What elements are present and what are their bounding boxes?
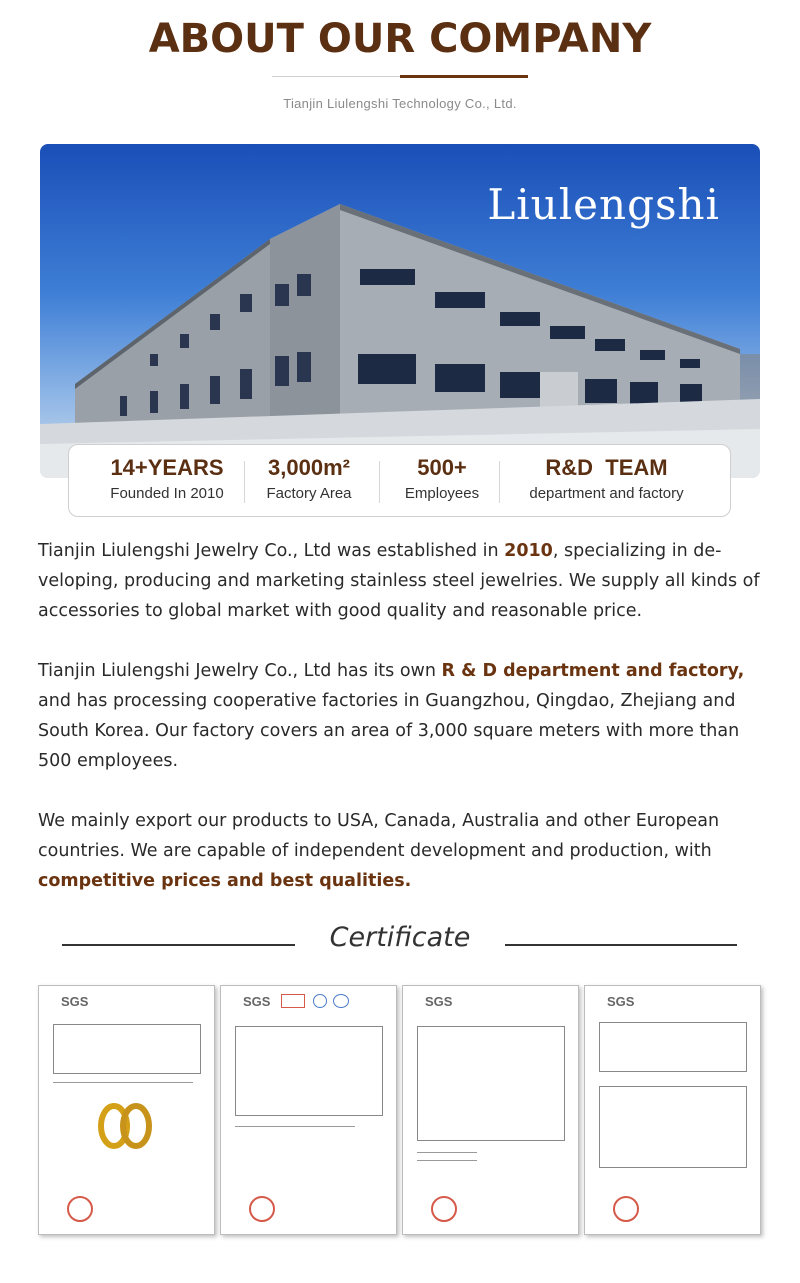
certificate-rule-right xyxy=(505,944,737,946)
certificate-heading: Certificate xyxy=(329,922,471,953)
intro-text-rest: , specializing in de-veloping, producing and marketing stainless steel jewelries. We supply all kinds of accessories to global market with good quality and reasonable price. xyxy=(38,541,760,621)
brand-logo: Liulengshi xyxy=(487,180,720,229)
certificate-text-line xyxy=(235,1126,355,1127)
stat-team xyxy=(509,455,704,502)
certificate-document xyxy=(584,985,761,1235)
stat-area xyxy=(249,455,369,502)
certificate-text-line xyxy=(417,1160,477,1161)
factory-photo xyxy=(40,144,760,478)
rnd-text: Tianjin Liulengshi Jewelry Co., Ltd has its own xyxy=(38,661,442,681)
sgs-logo: SGS xyxy=(425,994,453,1009)
accreditation-badge-icon xyxy=(313,994,327,1008)
stat-area-label: Factory Area xyxy=(266,485,352,502)
stat-years-value: 14+YEARS xyxy=(110,455,224,480)
stat-years xyxy=(97,455,237,502)
stat-employees xyxy=(387,455,497,502)
ma-badge-icon xyxy=(281,994,305,1008)
certificate-document xyxy=(402,985,579,1235)
intro-text: Tianjin Liulengshi Jewelry Co., Ltd was established in xyxy=(38,541,505,561)
certificate-table xyxy=(53,1024,201,1074)
certificate-text-line xyxy=(417,1152,477,1153)
stat-divider xyxy=(499,461,500,503)
certificate-document xyxy=(220,985,397,1235)
rnd-paragraph xyxy=(38,656,766,776)
rnd-highlight: R & D department and factory, xyxy=(441,661,745,681)
certificate-seal-icon xyxy=(613,1196,639,1222)
certificate-table xyxy=(599,1086,747,1168)
certificate-table xyxy=(235,1026,383,1116)
certificate-document xyxy=(38,985,215,1235)
sgs-logo: SGS xyxy=(61,994,89,1009)
certificate-seal-icon xyxy=(431,1196,457,1222)
export-paragraph xyxy=(38,806,766,896)
export-text: We mainly export our products to USA, Canada, Australia and other European countries. We are capable of independent development and production, with xyxy=(38,811,720,861)
rnd-text-rest: and has processing cooperative factories in Guangzhou, Qingdao, Zhejiang and South Korea. Our factory covers an area of 3,000 square meters with more than 500 employees. xyxy=(38,691,740,771)
accreditation-badge-icon xyxy=(333,994,349,1008)
stats-bar xyxy=(68,444,731,517)
stat-divider xyxy=(244,461,245,503)
sgs-logo: SGS xyxy=(607,994,635,1009)
stat-team-value: R&D TEAM xyxy=(545,455,668,480)
sgs-logo: SGS xyxy=(243,994,271,1009)
page-title: ABOUT OUR COMPANY xyxy=(148,16,652,62)
stat-team-label: department and factory xyxy=(529,485,684,502)
export-highlight: competitive prices and best qualities. xyxy=(38,871,412,891)
intro-highlight-year: 2010 xyxy=(504,541,553,561)
intro-paragraph xyxy=(38,536,766,626)
certificate-seal-icon xyxy=(67,1196,93,1222)
stat-employees-value: 500+ xyxy=(417,455,467,480)
stat-employees-label: Employees xyxy=(404,485,480,502)
earring-photo xyxy=(94,1098,154,1150)
certificate-table xyxy=(417,1026,565,1141)
certificate-text-line xyxy=(53,1082,193,1083)
certificate-seal-icon xyxy=(249,1196,275,1222)
stat-area-value: 3,000m² xyxy=(268,455,350,480)
title-rule-accent xyxy=(400,75,528,78)
certificate-table xyxy=(599,1022,747,1072)
stat-years-label: Founded In 2010 xyxy=(110,485,224,502)
company-subtitle: Tianjin Liulengshi Technology Co., Ltd. xyxy=(283,96,517,111)
stat-divider xyxy=(379,461,380,503)
